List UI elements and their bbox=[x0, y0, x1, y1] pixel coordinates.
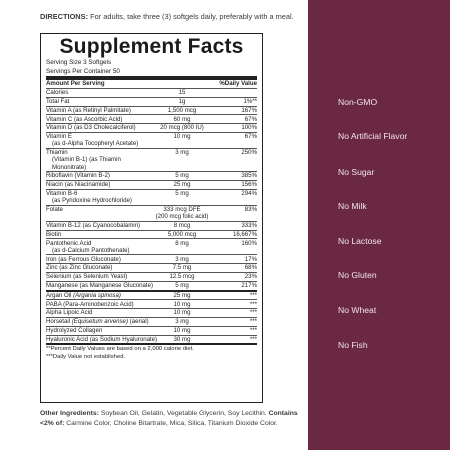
nutrient-name-text: Zinc (as Zinc Gluconate) bbox=[46, 264, 113, 272]
nutrient-amount bbox=[154, 107, 210, 114]
ingredient-name bbox=[46, 309, 154, 316]
nutrient-name bbox=[46, 98, 154, 105]
nutrient-name-text: Niacin (as Niacinamide) bbox=[46, 181, 111, 189]
nutrient-row bbox=[46, 88, 257, 97]
nutrient-name-text: Biotin bbox=[46, 230, 62, 238]
ingredient-dv: *** bbox=[249, 318, 257, 326]
ingredient-row bbox=[46, 299, 257, 308]
nutrient-amount-text: 60 mg bbox=[173, 115, 191, 123]
ingredient-name bbox=[46, 301, 154, 308]
nutrient-name bbox=[46, 172, 154, 179]
nutrient-dv: 16,667% bbox=[232, 230, 257, 238]
ingredient-dv: *** bbox=[249, 300, 257, 308]
nutrient-dv: 100% bbox=[241, 124, 257, 132]
ingredient-name bbox=[46, 318, 154, 325]
nutrient-row bbox=[46, 97, 257, 106]
ingredient-amount: 10 mg bbox=[173, 300, 191, 308]
nutrient-amount-text: 333 mcg DFE bbox=[163, 206, 201, 214]
servings-per-container: Servings Per Container 50 bbox=[46, 67, 120, 75]
nutrient-amount-text: 8 mg bbox=[175, 239, 189, 247]
nutrient-row bbox=[46, 114, 257, 123]
ingredient-amount: 10 mg bbox=[173, 309, 191, 317]
nutrient-amount-text: 5,000 mcg bbox=[167, 230, 197, 238]
nutrient-amount-text: 15 bbox=[178, 89, 186, 97]
nutrient-amount bbox=[154, 222, 210, 229]
nutrient-row bbox=[46, 132, 257, 148]
nutrient-name-text: Vitamin C (as Ascorbic Acid) bbox=[46, 115, 123, 123]
nutrient-name bbox=[46, 256, 154, 263]
ingredient-name-text: PABA (Para-Aminobenzoic Acid) bbox=[46, 300, 134, 308]
ingredient-row bbox=[46, 326, 257, 335]
nutrient-dv: 385% bbox=[241, 172, 257, 180]
ingredient-name-text: Alpha Lipoic Acid bbox=[46, 309, 93, 317]
claim-label: No Sugar bbox=[338, 167, 375, 177]
nutrient-dv: 167% bbox=[241, 106, 257, 114]
nutrient-source: (as d-Alpha Tocopheryl Acetate) bbox=[52, 140, 139, 148]
nutrient-amount-text: 3 mg bbox=[175, 149, 189, 157]
nutrient-name bbox=[46, 116, 154, 123]
nutrient-dv: 160% bbox=[241, 239, 257, 247]
ingredient-amount: 25 mg bbox=[173, 291, 191, 299]
nutrient-row bbox=[46, 180, 257, 189]
nutrient-name-text: Riboflavin (Vitamin B-2) bbox=[46, 172, 110, 180]
nutrient-name-text: Folate bbox=[46, 206, 63, 214]
nutrient-name-text: Vitamin B-12 (as Cyanocobalamin) bbox=[46, 222, 141, 230]
nutrient-dv: 83% bbox=[244, 206, 257, 214]
nutrient-dv: 1%** bbox=[243, 98, 257, 106]
nutrient-amount bbox=[154, 264, 210, 271]
nutrient-amount-text: 1g bbox=[178, 98, 186, 106]
nutrient-amount bbox=[154, 172, 210, 179]
nutrient-name bbox=[46, 206, 154, 220]
nutrient-name-text: Selenium (as Selenium Yeast) bbox=[46, 273, 128, 281]
nutrient-amount bbox=[154, 133, 210, 147]
nutrient-name-text: Iron (as Ferrous Gluconate) bbox=[46, 255, 121, 263]
ingredient-row bbox=[46, 292, 257, 300]
claim-label: No Fish bbox=[338, 340, 368, 350]
nutrient-amount bbox=[154, 240, 210, 254]
nutrient-row bbox=[46, 272, 257, 281]
claim-label: No Lactose bbox=[338, 236, 382, 246]
nutrient-name bbox=[46, 181, 154, 188]
nutrient-dv: 68% bbox=[244, 264, 257, 272]
serving-size: Serving Size 3 Softgels bbox=[46, 59, 112, 66]
nutrient-dv: 17% bbox=[244, 255, 257, 263]
nutrient-dv: 67% bbox=[244, 115, 257, 123]
ingredient-row bbox=[46, 308, 257, 317]
nutrient-name bbox=[46, 149, 154, 171]
nutrient-amount-text: 25 mg bbox=[173, 181, 191, 189]
nutrient-source: (as d-Calcium Pantothenate) bbox=[52, 246, 130, 254]
nutrient-amount-text: 5 mg bbox=[175, 190, 189, 198]
nutrient-dv: 250% bbox=[241, 149, 257, 157]
ingredient-latin-name: (Equisetum arvense) bbox=[71, 318, 128, 326]
nutrient-name bbox=[46, 89, 154, 96]
ingredient-amount: 10 mg bbox=[173, 327, 191, 335]
nutrient-amount-text: 10 mg bbox=[173, 133, 191, 141]
ingredient-name bbox=[46, 292, 154, 299]
ingredient-dv: *** bbox=[249, 327, 257, 335]
nutrient-row bbox=[46, 106, 257, 115]
nutrient-row bbox=[46, 189, 257, 205]
ingredient-name bbox=[46, 327, 154, 334]
footnotes: **Percent Daily Values are based on a 2,000 calorie diet. ***Daily Value not established. bbox=[46, 343, 257, 360]
nutrient-amount-text: 3 mg bbox=[175, 255, 189, 263]
ingredient-part: (aerial) bbox=[129, 318, 149, 326]
ingredient-name-text: Horsetail bbox=[46, 318, 71, 326]
nutrient-name-text: Calories bbox=[46, 89, 69, 97]
nutrient-dv: 156% bbox=[241, 181, 257, 189]
nutrient-name bbox=[46, 264, 154, 271]
nutrient-amount bbox=[154, 116, 210, 123]
nutrient-amount bbox=[154, 256, 210, 263]
nutrient-row bbox=[46, 221, 257, 230]
nutrient-name-text: Total Fat bbox=[46, 98, 70, 106]
ingredient-row bbox=[46, 335, 257, 344]
nutrient-amount bbox=[154, 181, 210, 188]
nutrient-name bbox=[46, 282, 154, 289]
nutrient-name bbox=[46, 231, 154, 238]
nutrient-amount-text: 1,500 mcg bbox=[167, 106, 197, 114]
nutrient-dv: 23% bbox=[244, 273, 257, 281]
nutrient-name-text: Vitamin D (as D3 Cholecalciferol) bbox=[46, 124, 136, 132]
nutrient-name-text: Thiamin bbox=[46, 149, 68, 157]
nutrient-name bbox=[46, 133, 154, 147]
nutrient-amount-text: 7.5 mg bbox=[172, 264, 192, 272]
nutrient-amount-sub: (200 mcg folic acid) bbox=[155, 213, 209, 221]
ingredient-latin-name: (Argania spinosa) bbox=[73, 291, 121, 299]
ingredient-dv: *** bbox=[249, 335, 257, 343]
nutrient-dv: 333% bbox=[241, 222, 257, 230]
nutrient-row bbox=[46, 171, 257, 180]
claims-sidebar bbox=[308, 0, 450, 450]
nutrient-source: (as Pyridoxine Hydrochloride) bbox=[52, 197, 132, 205]
nutrient-row bbox=[46, 148, 257, 171]
nutrient-name bbox=[46, 222, 154, 229]
nutrient-amount-text: 5 mg bbox=[175, 172, 189, 180]
nutrient-amount-text: 20 mcg (800 IU) bbox=[160, 124, 204, 132]
ingredient-name bbox=[46, 335, 158, 343]
nutrient-amount bbox=[154, 124, 210, 131]
nutrient-name bbox=[46, 240, 154, 254]
nutrient-row bbox=[46, 123, 257, 132]
nutrient-dv: 294% bbox=[241, 190, 257, 198]
nutrient-dv bbox=[210, 89, 257, 96]
ingredient-amount: 3 mg bbox=[175, 318, 189, 326]
facts-title: Supplement Facts bbox=[59, 35, 244, 58]
nutrient-amount bbox=[154, 231, 210, 238]
nutrient-amount-text: 8 mcg bbox=[173, 222, 191, 230]
supplement-facts-panel bbox=[40, 33, 263, 403]
nutrient-name bbox=[46, 124, 154, 131]
directions: DIRECTIONS: For adults, take three (3) softgels daily, preferably with a meal. bbox=[40, 12, 294, 21]
nutrient-source: (Vitamin B-1) (as Thiamin Mononitrate) bbox=[52, 156, 121, 171]
nutrient-amount bbox=[154, 89, 210, 96]
nutrient-row bbox=[46, 254, 257, 263]
ingredient-row bbox=[46, 317, 257, 326]
nutrient-name bbox=[46, 273, 154, 280]
nutrient-amount bbox=[154, 98, 210, 105]
nutrient-name bbox=[46, 107, 154, 114]
ingredient-name-text: Hydrolyzed Collagen bbox=[46, 327, 103, 335]
nutrient-name bbox=[46, 190, 154, 204]
ingredient-dv: *** bbox=[249, 309, 257, 317]
ingredient-name-text: Argan Oil bbox=[46, 291, 72, 299]
claim-label: Non-GMO bbox=[338, 97, 378, 107]
ingredient-dv: *** bbox=[249, 291, 257, 299]
nutrient-name-text: Vitamin A (as Retinyl Palmitate) bbox=[46, 106, 131, 114]
claim-label: No Wheat bbox=[338, 305, 377, 315]
other-ingredients: Other Ingredients: Soybean Oil, Gelatin, Vegetable Glycerin, Soy Lecithin. Contains <2% of: Carmine Color, Choline Bitartrate, Mica, Silica, Titanium Dioxide Color. bbox=[40, 410, 298, 427]
nutrient-name-text: Vitamin B-6 bbox=[46, 190, 78, 198]
claim-label: No Milk bbox=[338, 201, 367, 211]
nutrient-amount bbox=[154, 149, 210, 171]
nutrient-name-text: Vitamin E bbox=[46, 133, 72, 141]
ingredient-amount: 30 mg bbox=[173, 335, 191, 343]
nutrient-dv: 67% bbox=[244, 133, 257, 141]
nutrient-amount bbox=[154, 190, 210, 204]
nutrient-name-text: Manganese (as Manganese Gluconate) bbox=[46, 282, 154, 290]
nutrient-amount-text: 5 mg bbox=[175, 282, 189, 290]
nutrient-amount bbox=[154, 273, 210, 280]
nutrient-row bbox=[46, 205, 257, 221]
claim-label: No Gluten bbox=[338, 270, 377, 280]
nutrient-amount-text: 12.5 mcg bbox=[169, 273, 195, 281]
claim-label: No Artificial Flavor bbox=[338, 131, 408, 141]
nutrient-name-text: Pantothenic Acid bbox=[46, 239, 92, 247]
nutrient-amount bbox=[154, 282, 210, 289]
nutrient-row bbox=[46, 281, 257, 290]
nutrient-row bbox=[46, 230, 257, 239]
nutrient-amount bbox=[154, 206, 210, 220]
nutrient-row bbox=[46, 263, 257, 272]
ingredient-name-text: Hyaluronic Acid (as Sodium Hyaluronate) bbox=[46, 335, 158, 343]
facts-header: Amount Per Serving %Daily Value bbox=[46, 80, 257, 87]
nutrient-dv: 217% bbox=[241, 282, 257, 290]
nutrient-row bbox=[46, 238, 257, 254]
